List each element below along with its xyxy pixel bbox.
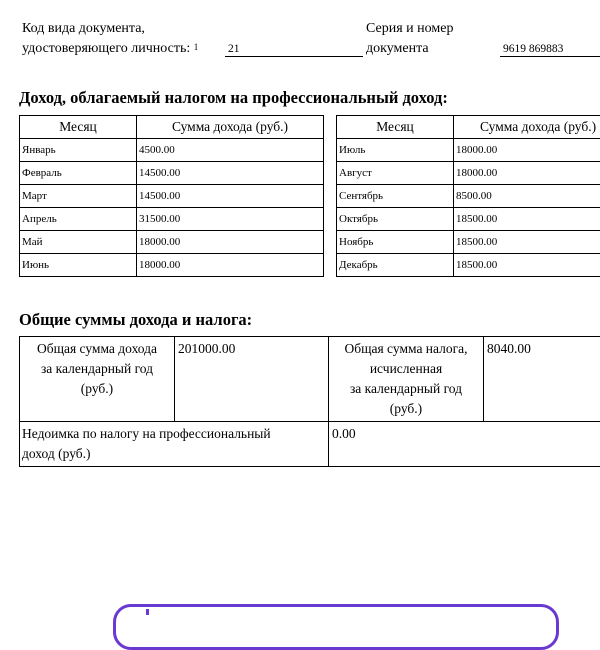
col-amount-header: Сумма дохода (руб.) <box>137 116 324 139</box>
table-row <box>20 231 324 254</box>
month-cell: Март <box>20 185 137 208</box>
total-tax-label <box>329 337 484 422</box>
banner-mark <box>146 609 149 615</box>
series-label <box>366 19 453 59</box>
amount-cell: 18000.00 <box>454 139 600 162</box>
income-section-title: Доход, облагаемый налогом на профессиональный доход: <box>19 87 448 109</box>
table-header-row <box>20 116 324 139</box>
bottom-banner[interactable] <box>113 604 559 650</box>
income-table-left <box>19 115 324 277</box>
table-row <box>20 208 324 231</box>
total-income-label-line3: (руб.) <box>23 379 171 399</box>
table-row <box>20 139 324 162</box>
doc-code-label-line1: Код вида документа, <box>22 19 198 39</box>
month-cell: Май <box>20 231 137 254</box>
table-row <box>337 231 600 254</box>
month-cell: Август <box>337 162 454 185</box>
total-income-value: 201000.00 <box>175 337 329 422</box>
table-row <box>20 162 324 185</box>
doc-code-label-line2 <box>22 39 198 59</box>
table-row <box>337 208 600 231</box>
amount-cell: 18000.00 <box>137 254 324 277</box>
total-tax-label-line3: за календарный год <box>332 379 480 399</box>
amount-cell: 31500.00 <box>137 208 324 231</box>
arrears-label-line2: доход (руб.) <box>22 444 325 464</box>
month-cell: Январь <box>20 139 137 162</box>
month-cell: Декабрь <box>337 254 454 277</box>
arrears-label <box>20 422 329 467</box>
amount-cell: 18500.00 <box>454 254 600 277</box>
doc-code-label <box>22 19 198 59</box>
total-income-label-line2: за календарный год <box>23 359 171 379</box>
month-cell: Ноябрь <box>337 231 454 254</box>
total-tax-label-line4: (руб.) <box>332 399 480 419</box>
table-row <box>337 139 600 162</box>
total-income-label <box>20 337 175 422</box>
month-cell: Сентябрь <box>337 185 454 208</box>
totals-table <box>19 336 600 467</box>
income-table-right <box>336 115 600 277</box>
amount-cell: 8500.00 <box>454 185 600 208</box>
amount-cell: 4500.00 <box>137 139 324 162</box>
table-row <box>337 162 600 185</box>
doc-code-footnote: 1 <box>194 42 199 52</box>
month-cell: Февраль <box>20 162 137 185</box>
amount-cell: 18500.00 <box>454 231 600 254</box>
total-tax-label-line2: исчисленная <box>332 359 480 379</box>
table-row <box>337 254 600 277</box>
total-tax-label-line1: Общая сумма налога, <box>332 339 480 359</box>
doc-code-label-text: удостоверяющего личность: <box>22 41 190 56</box>
amount-cell: 18000.00 <box>454 162 600 185</box>
totals-row <box>20 337 600 422</box>
col-month-header: Месяц <box>337 116 454 139</box>
series-value: 9619 869883 <box>500 42 600 57</box>
amount-cell: 14500.00 <box>137 162 324 185</box>
total-income-label-line1: Общая сумма дохода <box>23 339 171 359</box>
month-cell: Октябрь <box>337 208 454 231</box>
totals-section-title: Общие суммы дохода и налога: <box>19 309 252 331</box>
series-label-line1: Серия и номер <box>366 19 453 39</box>
table-header-row <box>337 116 600 139</box>
doc-code-value: 21 <box>225 42 363 57</box>
month-cell: Апрель <box>20 208 137 231</box>
col-amount-header: Сумма дохода (руб.) <box>454 116 600 139</box>
month-cell: Июнь <box>20 254 137 277</box>
table-row <box>337 185 600 208</box>
total-tax-value: 8040.00 <box>484 337 600 422</box>
series-label-line2: документа <box>366 39 453 59</box>
amount-cell: 18500.00 <box>454 208 600 231</box>
col-month-header: Месяц <box>20 116 137 139</box>
table-row <box>20 185 324 208</box>
amount-cell: 14500.00 <box>137 185 324 208</box>
amount-cell: 18000.00 <box>137 231 324 254</box>
arrears-row <box>20 422 600 467</box>
arrears-label-line1: Недоимка по налогу на профессиональный <box>22 424 325 444</box>
month-cell: Июль <box>337 139 454 162</box>
table-row <box>20 254 324 277</box>
arrears-value: 0.00 <box>329 422 600 467</box>
